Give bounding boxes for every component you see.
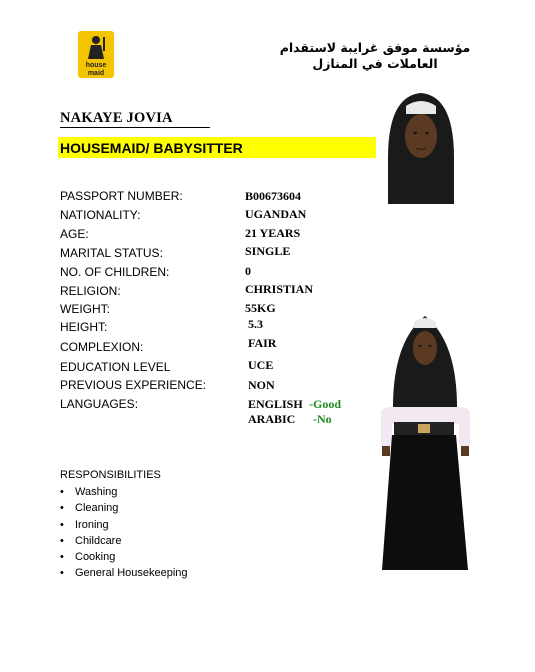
list-item: • Childcare bbox=[60, 535, 188, 551]
language-arabic: ARABIC bbox=[248, 412, 296, 426]
label-age: AGE: bbox=[60, 227, 89, 241]
label-nationality: NATIONALITY: bbox=[60, 208, 141, 222]
value-religion: CHRISTIAN bbox=[245, 282, 314, 296]
housemaid-logo bbox=[78, 31, 114, 78]
label-previous-experience: PREVIOUS EXPERIENCE: bbox=[60, 378, 207, 392]
value-weight: 55KG bbox=[245, 301, 276, 315]
agency-name-arabic: مؤسسة موفق غرايبة لاستقدام العاملات في المنازل bbox=[279, 40, 471, 71]
name-underline bbox=[60, 127, 210, 128]
label-complexion: COMPLEXION: bbox=[60, 340, 144, 354]
list-item: • Cleaning bbox=[60, 502, 188, 518]
value-education-level: UCE bbox=[248, 358, 274, 372]
label-religion: RELIGION: bbox=[60, 284, 121, 298]
svg-text:house: house bbox=[85, 62, 107, 69]
list-item: • Cooking bbox=[60, 551, 188, 567]
label-height: HEIGHT: bbox=[60, 320, 108, 334]
label-passport-number: PASSPORT NUMBER: bbox=[60, 189, 183, 203]
list-item: • Ironing bbox=[60, 519, 188, 535]
value-height: 5.3 bbox=[248, 317, 263, 331]
label-marital-status: MARITAL STATUS: bbox=[60, 246, 163, 260]
candidate-role: HOUSEMAID/ BABYSITTER bbox=[60, 140, 243, 156]
full-body-photo bbox=[378, 312, 473, 574]
language-english-level: -Good bbox=[309, 397, 342, 411]
headshot-photo bbox=[378, 88, 464, 204]
candidate-name: NAKAYE JOVIA bbox=[60, 110, 173, 126]
list-item: • Washing bbox=[60, 486, 188, 502]
label-languages: LANGUAGES: bbox=[60, 397, 139, 411]
responsibilities-title: RESPONSIBILITIES bbox=[60, 469, 161, 481]
label-no-of-children: NO. OF CHILDREN: bbox=[60, 265, 170, 279]
label-education-level: EDUCATION LEVEL bbox=[60, 360, 171, 374]
value-no-of-children: 0 bbox=[245, 264, 251, 278]
language-english: ENGLISH bbox=[248, 397, 303, 411]
svg-text:maid: maid bbox=[87, 70, 105, 77]
responsibilities-list bbox=[60, 486, 188, 584]
value-age: 21 YEARS bbox=[245, 226, 301, 240]
value-marital-status: SINGLE bbox=[245, 244, 291, 258]
value-passport-number: B00673604 bbox=[245, 189, 302, 203]
list-item: • General Housekeeping bbox=[60, 567, 188, 583]
label-weight: WEIGHT: bbox=[60, 302, 110, 316]
value-complexion: FAIR bbox=[248, 336, 277, 350]
value-previous-experience: NON bbox=[248, 378, 275, 392]
language-arabic-level: -No bbox=[313, 412, 332, 426]
value-nationality: UGANDAN bbox=[245, 207, 307, 221]
